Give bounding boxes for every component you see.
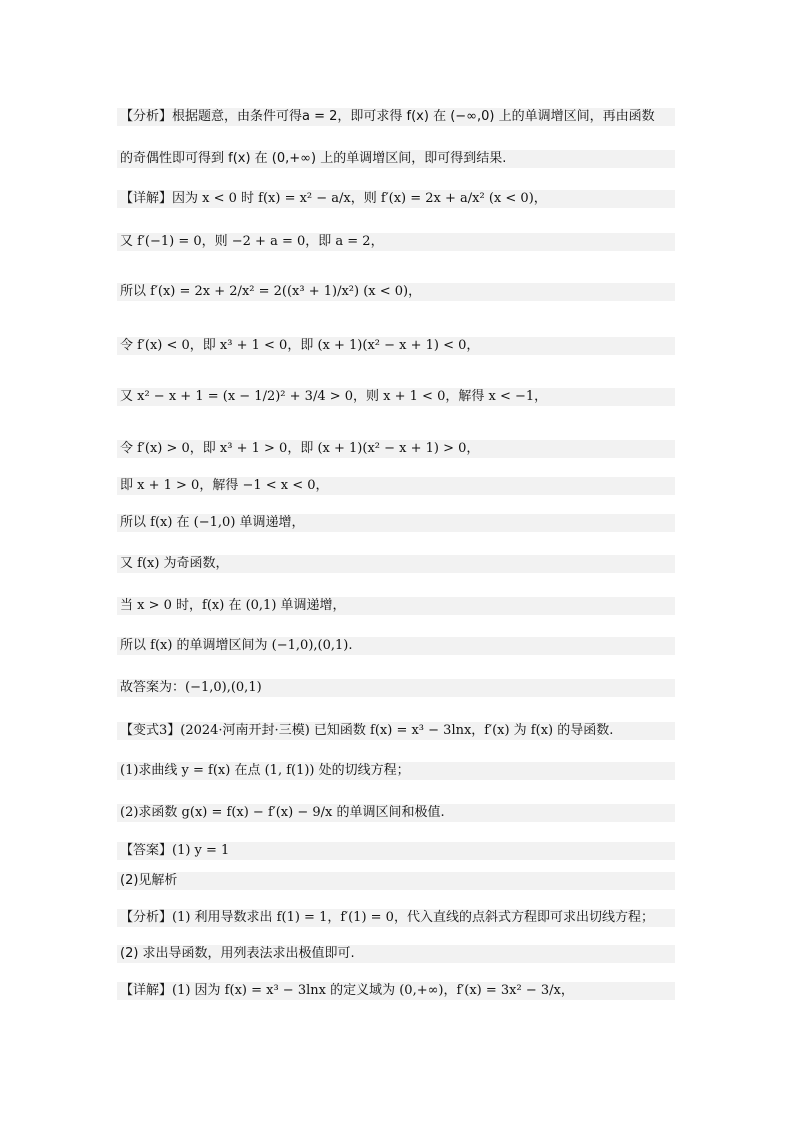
text-line-detail-11: 所以 f(x) 的单调增区间为 (−1,0),(0,1). — [117, 637, 675, 655]
text-line-detail-1: 【详解】因为 x < 0 时 f(x) = x² − a/x，则 f′(x) = 2x + a/x² (x < 0)， — [117, 190, 675, 208]
text-line-variant-3: 【变式3】(2024·河南开封·三模) 已知函数 f(x) = x³ − 3lnx，f′(x) 为 f(x) 的导函数. — [117, 722, 675, 740]
text-line-final-answer: 故答案为：(−1,0),(0,1) — [117, 679, 675, 697]
text-line-detail-2: 又 f′(−1) = 0，则 −2 + a = 0，即 a = 2， — [117, 233, 675, 251]
text-line-answer-2: (2)见解析 — [117, 872, 675, 890]
text-line-analysis-1: 【分析】根据题意，由条件可得a = 2，即可求得 f(x) 在 (−∞,0) 上的单调增区间，再由函数 — [117, 108, 675, 126]
text-line-analysis-2: 的奇偶性即可得到 f(x) 在 (0,+∞) 上的单调增区间，即可得到结果. — [117, 150, 675, 168]
text-line-question-2: (2)求函数 g(x) = f(x) − f′(x) − 9/x 的单调区间和极值. — [117, 804, 675, 822]
text-line-detail-8: 所以 f(x) 在 (−1,0) 单调递增， — [117, 514, 675, 532]
text-line-analysis-4: (2) 求出导函数，用列表法求出极值即可. — [117, 945, 675, 963]
text-line-answer-1: 【答案】(1) y = 1 — [117, 842, 675, 860]
text-line-detail-9: 又 f(x) 为奇函数， — [117, 555, 675, 573]
text-line-detail-5: 又 x² − x + 1 = (x − 1/2)² + 3/4 > 0，则 x + 1 < 0，解得 x < −1， — [117, 388, 675, 406]
text-line-detail-6: 令 f′(x) > 0，即 x³ + 1 > 0，即 (x + 1)(x² − x + 1) > 0， — [117, 440, 675, 458]
text-line-detail-10: 当 x > 0 时，f(x) 在 (0,1) 单调递增， — [117, 597, 675, 615]
text-line-question-1: (1)求曲线 y = f(x) 在点 (1, f(1)) 处的切线方程； — [117, 762, 675, 780]
text-line-detail-7: 即 x + 1 > 0，解得 −1 < x < 0， — [117, 477, 675, 495]
text-line-detail-4: 令 f′(x) < 0，即 x³ + 1 < 0，即 (x + 1)(x² − x + 1) < 0， — [117, 337, 675, 355]
text-line-analysis-3: 【分析】(1) 利用导数求出 f(1) = 1，f′(1) = 0，代入直线的点斜式方程即可求出切线方程； — [117, 909, 675, 927]
text-line-detail-12: 【详解】(1) 因为 f(x) = x³ − 3lnx 的定义域为 (0,+∞)，f′(x) = 3x² − 3/x， — [117, 982, 675, 1000]
text-line-detail-3: 所以 f′(x) = 2x + 2/x² = 2((x³ + 1)/x²) (x < 0)， — [117, 283, 675, 301]
